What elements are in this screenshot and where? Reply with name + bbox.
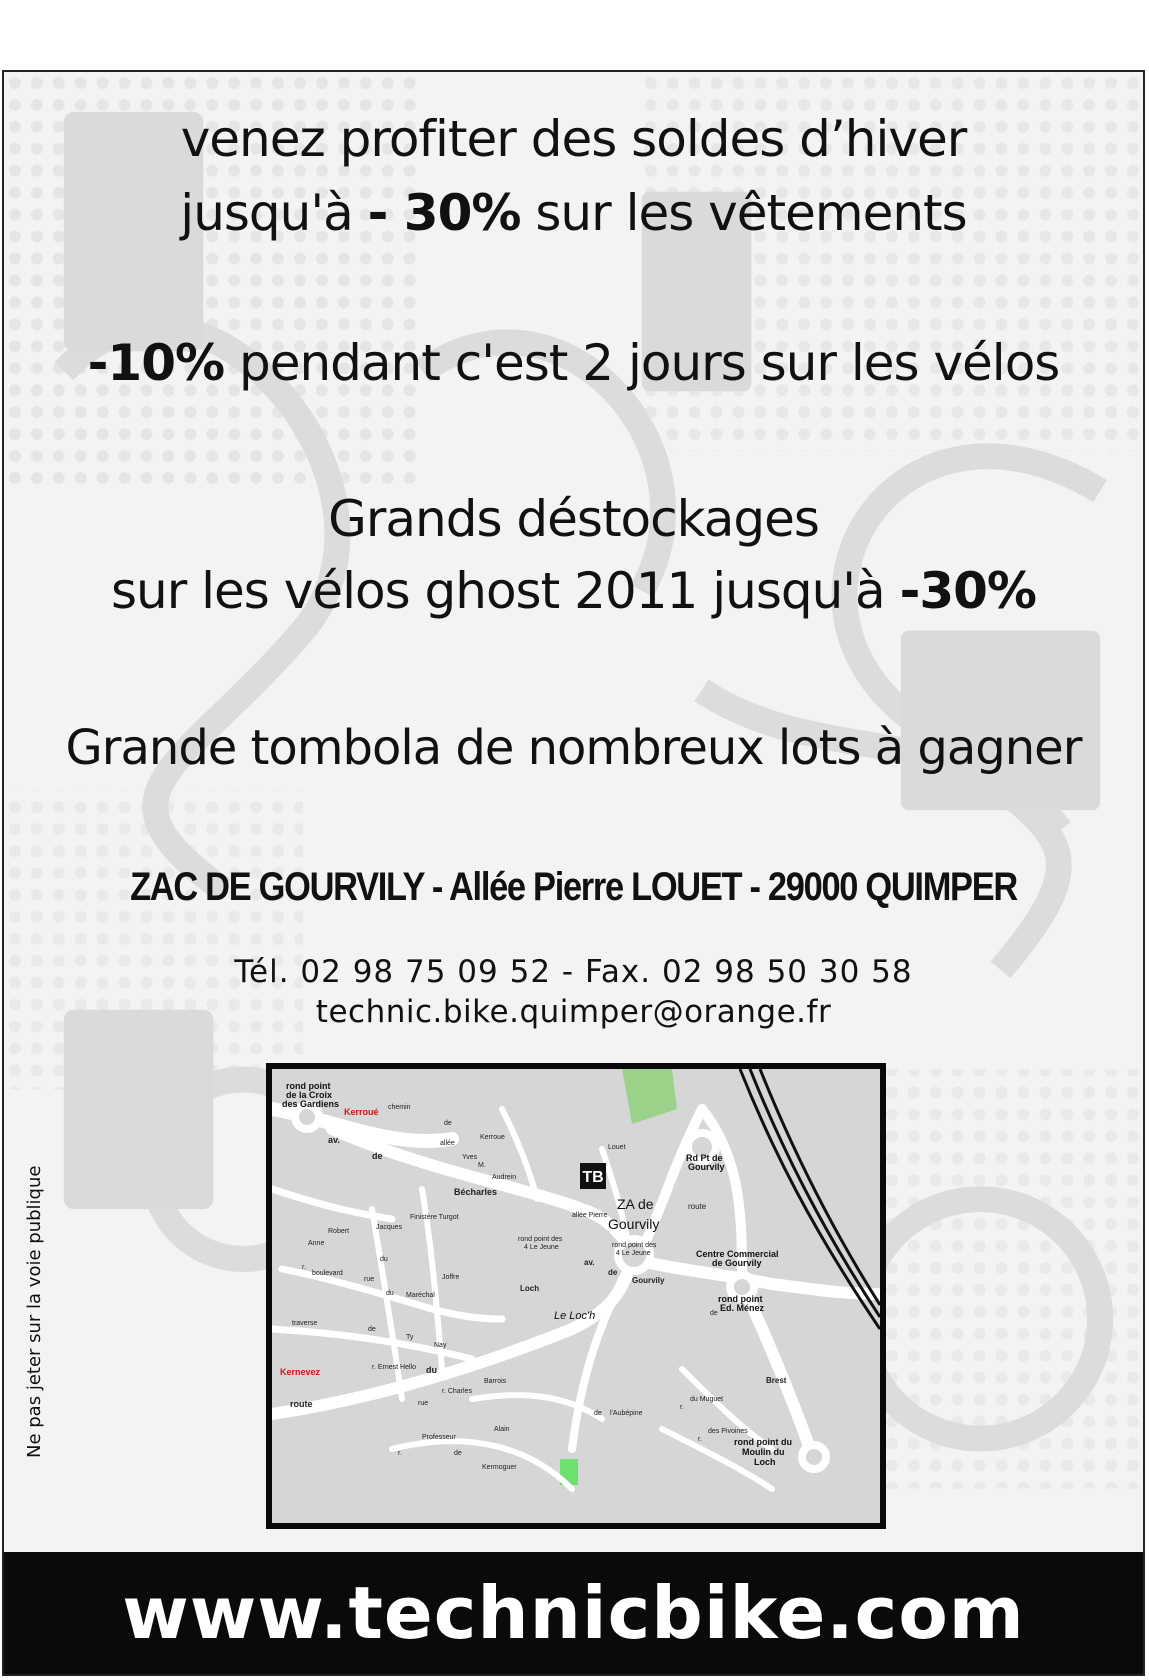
map-label: Finistère Turgot (410, 1214, 459, 1221)
map-label: Rd Pt de (686, 1153, 723, 1163)
map-label: des Gardiens (282, 1099, 340, 1109)
shop-email[interactable]: technic.bike.quimper@orange.fr (315, 994, 832, 1030)
shop-phone-fax: Tél. 02 98 75 09 52 - Fax. 02 98 50 30 58 (234, 954, 913, 990)
map-label: route (688, 1202, 707, 1211)
shop-address: ZAC DE GOURVILY - Allée Pierre LOUET - 29000 QUIMPER (130, 865, 1017, 909)
map-label: Joffre (442, 1274, 460, 1281)
map-label: Robert (328, 1228, 350, 1235)
map-label: 4 Le Jeune (616, 1250, 651, 1257)
map-label: Gourvily (688, 1162, 725, 1172)
map-label: du (386, 1290, 394, 1297)
map-label: Brest (766, 1376, 787, 1385)
map-label: Yves (462, 1154, 478, 1161)
map-label: M. (478, 1162, 486, 1169)
promo-text: pendant c'est 2 jours sur les vélos (224, 334, 1060, 392)
map-label: traverse (292, 1320, 318, 1327)
map-label: r. (698, 1436, 702, 1443)
map-label: Loch (754, 1457, 776, 1467)
map-label: Louet (608, 1144, 626, 1151)
map-label: rond point (286, 1081, 331, 1091)
map-label: de (372, 1151, 383, 1161)
flyer-frame (2, 70, 1145, 1676)
map-label: de (594, 1410, 602, 1417)
map-label: Alain (494, 1426, 510, 1433)
map-label: boulevard (312, 1270, 343, 1277)
map-label: Centre Commercial (696, 1249, 779, 1259)
promo-discount: -30% (899, 562, 1037, 620)
promo-line-tombola: Grande tombola de nombreux lots à gagner (65, 720, 1082, 776)
map-label: Loch (520, 1284, 540, 1293)
map-label: de Gourvily (712, 1258, 762, 1268)
map-label: Kernevez (280, 1367, 321, 1377)
map-label: du (380, 1256, 388, 1263)
map-label: rond point du (734, 1437, 792, 1447)
map-label: de (444, 1120, 452, 1127)
map-label: Nay (434, 1342, 447, 1349)
map-label: du (426, 1365, 437, 1375)
promo-line-velos (4, 334, 1143, 392)
map-label: av. (328, 1135, 340, 1145)
map-label: r. (680, 1404, 684, 1411)
map-label: Ed. Ménez (720, 1303, 765, 1313)
map-label: du Muguet (690, 1396, 724, 1403)
map-label: Professeur (422, 1434, 456, 1441)
map-label: de la Croix (286, 1090, 333, 1100)
map-svg (272, 1069, 880, 1523)
map-label: Audrein (492, 1174, 517, 1181)
location-map (266, 1063, 886, 1529)
map-label: de (368, 1326, 376, 1333)
promo-line-ghost (4, 562, 1143, 620)
map-label: Anne (308, 1240, 325, 1247)
promo-discount: - 30% (367, 184, 521, 242)
map-label: Moulin du (742, 1447, 785, 1457)
map-label: de (710, 1310, 718, 1317)
promo-text: jusqu'à (180, 184, 368, 242)
map-label: Kermoguer (482, 1464, 517, 1471)
map-label: Ty (406, 1334, 414, 1341)
map-label: Kerroue (480, 1134, 505, 1141)
map-label: 4 Le Jeune (524, 1244, 559, 1251)
map-label: l'Aubépine (610, 1410, 643, 1417)
map-label: Bécharles (454, 1187, 498, 1197)
map-label-za: ZA de (617, 1196, 654, 1212)
map-label: rond point (718, 1294, 763, 1304)
promo-line-destockages: Grands déstockages (328, 490, 819, 548)
map-label: r. (398, 1450, 402, 1457)
map-label: av. (584, 1258, 595, 1267)
promo-line-soldes: venez profiter des soldes d’hiver (180, 110, 967, 168)
map-label: des Pivoines (708, 1428, 748, 1435)
map-label: allée Pierre (572, 1212, 608, 1219)
map-label: Gourvily (632, 1276, 665, 1285)
map-label: Barrois (484, 1378, 507, 1385)
map-label: de (454, 1450, 462, 1457)
map-label: route (290, 1399, 313, 1409)
map-label: r. Ernest Hello (372, 1364, 416, 1371)
map-label: Jacques (376, 1224, 403, 1231)
website-url[interactable]: www.technicbike.com (122, 1571, 1025, 1655)
map-label: de (608, 1268, 618, 1277)
map-label: rue (364, 1276, 375, 1283)
map-label: rue (418, 1400, 429, 1407)
promo-line-vetements (4, 184, 1143, 242)
map-label: Le Loc'h (554, 1310, 596, 1322)
map-label: r. (302, 1264, 306, 1271)
map-label: rond point des (612, 1242, 657, 1249)
footer-bar (4, 1552, 1143, 1674)
map-label: Kerroué (344, 1107, 379, 1117)
promo-text: sur les vélos ghost 2011 jusqu'à (110, 562, 900, 620)
promo-discount: -10% (87, 334, 225, 392)
map-label: rond point des (518, 1236, 563, 1243)
shop-logo-text: TB (582, 1169, 604, 1186)
map-label-za: Gourvily (608, 1216, 660, 1232)
side-note: Ne pas jeter sur la voie publique (24, 1165, 45, 1458)
map-label: chemin (388, 1104, 411, 1111)
map-label: r. Charles (442, 1388, 472, 1395)
map-label: allée (440, 1140, 455, 1147)
promo-text: sur les vêtements (520, 184, 967, 242)
map-label: Maréchal (406, 1292, 435, 1299)
